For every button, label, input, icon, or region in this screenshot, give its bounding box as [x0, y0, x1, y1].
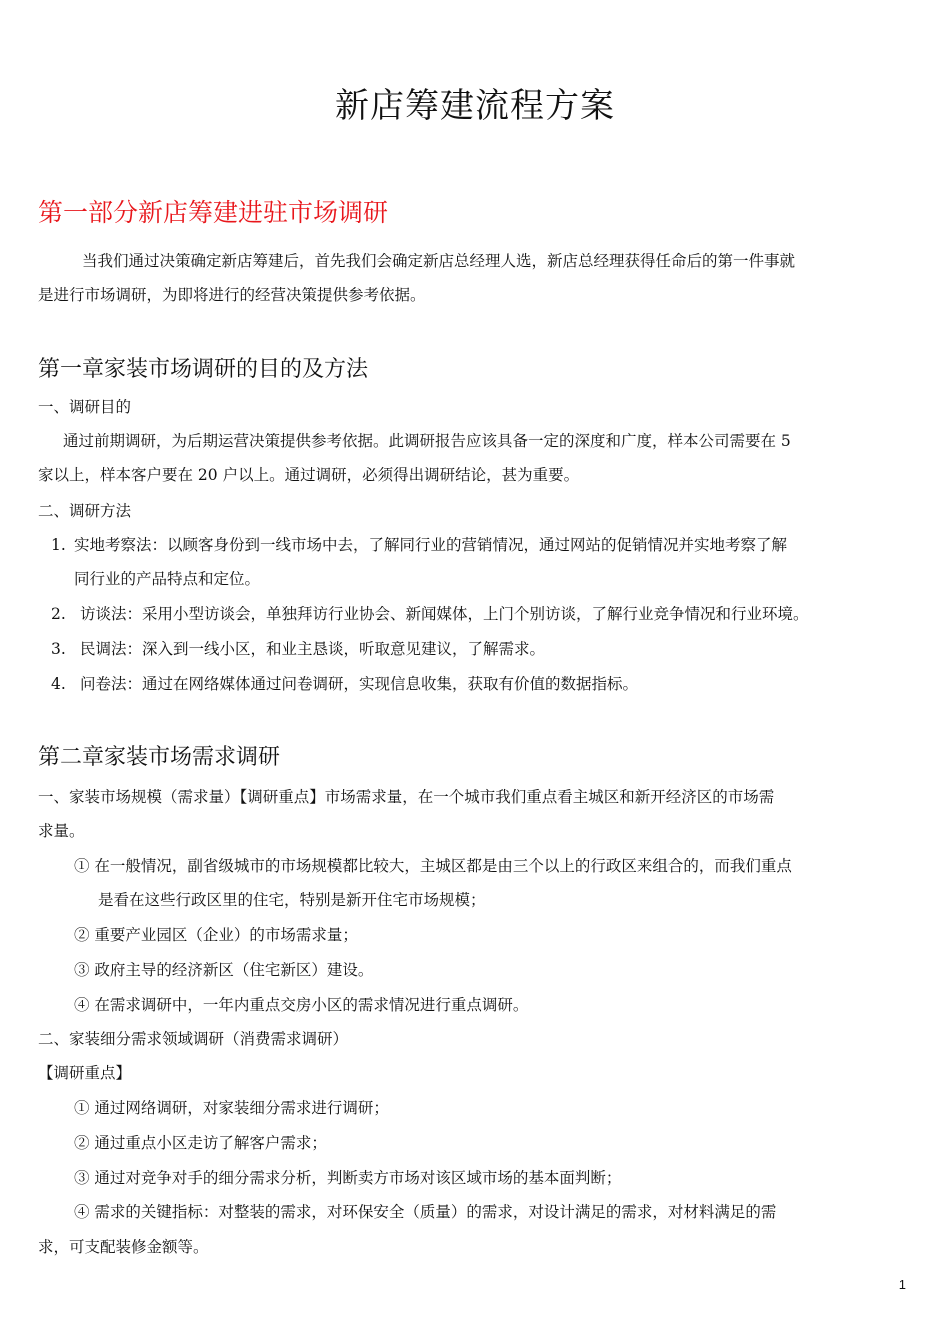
demand-point-3: ③ 通过对竞争对手的细分需求分析，判断卖方市场对该区域市场的基本面判断； — [74, 1169, 622, 1187]
research-focus-label: 【调研重点】 — [38, 1064, 132, 1082]
demand-point-4-line-2: 求，可支配装修金额等。 — [38, 1238, 209, 1256]
scale-point-3: ③ 政府主导的经济新区（住宅新区）建设。 — [74, 961, 374, 979]
scale-point-1-line-1: ① 在一般情况，副省级城市的市场规模都比较大，主城区都是由三个以上的行政区来组合的，而我们重点 — [74, 857, 792, 875]
demand-point-2: ② 通过重点小区走访了解客户需求； — [74, 1134, 327, 1152]
scale-point-4: ④ 在需求调研中，一年内重点交房小区的需求情况进行重点调研。 — [74, 996, 529, 1014]
chapter-one-section-1-line-2: 家以上，样本客户要在 20 户以上。通过调研，必须得出调研结论，甚为重要。 — [38, 466, 580, 484]
method-4-text: 问卷法：通过在网络媒体通过问卷调研，实现信息收集，获取有价值的数据指标。 — [80, 675, 639, 693]
document-title: 新店筹建流程方案 — [335, 86, 615, 126]
chapter-one-section-1-line-1: 通过前期调研，为后期运营决策提供参考依据。此调研报告应该具备一定的深度和广度，样本公司需要在 5 — [63, 432, 791, 450]
method-1-line-1: 实地考察法：以顾客身份到一线市场中去，了解同行业的营销情况，通过网站的促销情况并实地考察了解 — [74, 536, 788, 554]
chapter-one-section-2-heading: 二、调研方法 — [38, 502, 132, 520]
part-one-heading: 第一部分新店筹建进驻市场调研 — [38, 198, 389, 227]
page-number: 1 — [898, 1277, 906, 1292]
demand-point-4-line-1: ④ 需求的关键指标：对整装的需求，对环保安全（质量）的需求，对设计满足的需求，对材料满足的需 — [74, 1203, 777, 1221]
chapter-two-heading: 第二章家装市场需求调研 — [38, 745, 281, 770]
chapter-one-heading: 第一章家装市场调研的目的及方法 — [38, 357, 369, 382]
scale-point-2: ② 重要产业园区（企业）的市场需求量； — [74, 926, 358, 944]
method-2-text: 访谈法：采用小型访谈会，单独拜访行业协会、新闻媒体，上门个别访谈，了解行业竞争情况和行业环境。 — [80, 605, 809, 623]
part-one-intro-line-2: 是进行市场调研，为即将进行的经营决策提供参考依据。 — [38, 286, 426, 304]
chapter-two-section-2-heading: 二、家装细分需求领域调研（消费需求调研） — [38, 1030, 349, 1048]
chapter-two-section-1-line-2: 求量。 — [38, 822, 85, 840]
demand-point-1: ① 通过网络调研，对家装细分需求进行调研； — [74, 1099, 389, 1117]
method-1-number: 1. — [51, 536, 66, 554]
method-4-number: 4. — [51, 675, 66, 693]
chapter-one-section-1-heading: 一、调研目的 — [38, 398, 132, 416]
part-one-intro-line-1: 当我们通过决策确定新店筹建后，首先我们会确定新店总经理人选，新店总经理获得任命后的第一件事就 — [82, 252, 796, 270]
scale-point-1-line-2: 是看在这些行政区里的住宅，特别是新开住宅市场规模； — [98, 891, 486, 909]
method-3-text: 民调法：深入到一线小区，和业主恳谈，听取意见建议，了解需求。 — [80, 640, 546, 658]
method-1-line-2: 同行业的产品特点和定位。 — [74, 570, 261, 588]
method-3-number: 3. — [51, 640, 66, 658]
method-2-number: 2. — [51, 605, 66, 623]
chapter-two-section-1-line-1: 一、家装市场规模（需求量）【调研重点】市场需求量，在一个城市我们重点看主城区和新开经济区的市场需 — [38, 788, 775, 806]
